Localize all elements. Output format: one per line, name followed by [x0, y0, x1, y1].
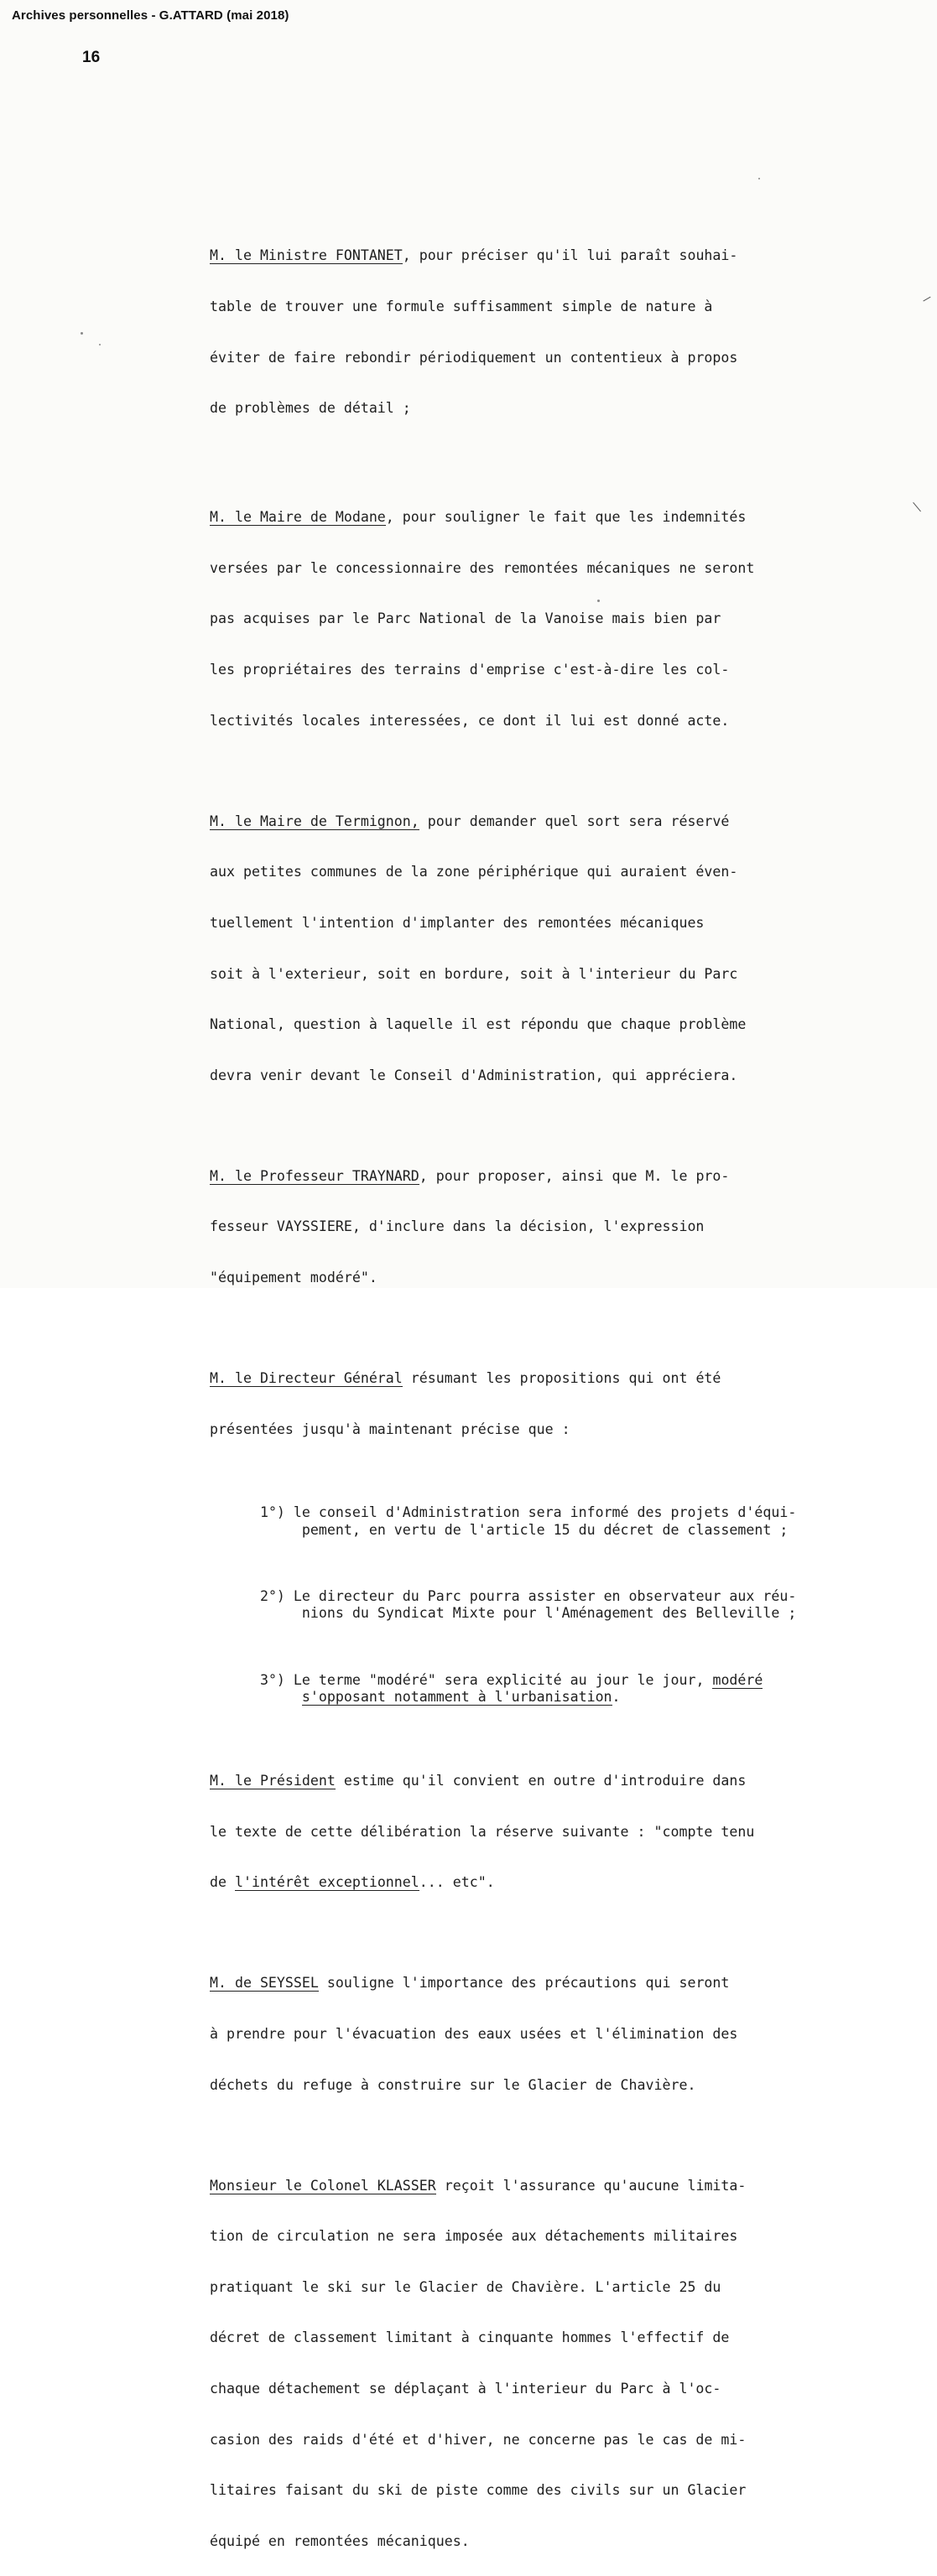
- text-line: table de trouver une formule suffisamment simple de nature à: [210, 299, 713, 315]
- text-line: aux petites communes de la zone périphérique qui auraient éven-: [210, 864, 738, 880]
- text-line: casion des raids d'été et d'hiver, ne concerne pas le cas de mi-: [210, 2431, 747, 2448]
- text-line: pement, en vertu de l'article 15 du décret de classement ;: [259, 1521, 789, 1538]
- text-line: pratiquant le ski sur le Glacier de Chavière. L'article 25 du: [210, 2278, 721, 2295]
- text-line: "équipement modéré".: [210, 1269, 377, 1285]
- paragraph-modane: [210, 475, 822, 763]
- text-line: litaires faisant du ski de piste comme des civils sur un Glacier: [210, 2482, 747, 2499]
- text-line: soit à l'exterieur, soit en bordure, soit à l'interieur du Parc: [210, 965, 738, 982]
- text-line: pour demander quel sort sera réservé: [419, 813, 730, 829]
- text-line: reçoit l'assurance qu'aucune limita-: [435, 2177, 747, 2194]
- numbered-item-1: [210, 1488, 822, 1555]
- text-line: , pour proposer, ainsi que M. le pro-: [419, 1167, 730, 1184]
- numbered-item-2: [210, 1571, 822, 1639]
- item-number: 2°): [259, 1588, 285, 1605]
- text-line: lectivités locales interessées, ce dont il lui est donné acte.: [210, 712, 730, 729]
- text-fragment: ... etc".: [419, 1874, 495, 1891]
- text-line: le conseil d'Administration sera informé des projets d'équi-: [284, 1504, 797, 1521]
- text-fragment: de: [210, 1874, 235, 1891]
- page-number: 16: [82, 49, 101, 66]
- speaker-name: Monsieur le Colonel KLASSER: [210, 2177, 436, 2194]
- item-number: 3°): [259, 1672, 285, 1689]
- text-line: National, question à laquelle il est répondu que chaque problème: [210, 1016, 747, 1033]
- text-line: , pour préciser qu'il lui paraît souhai-: [402, 247, 738, 264]
- underlined-term: modéré: [712, 1672, 763, 1689]
- paragraph-directeur: [210, 1337, 822, 1472]
- text-line: devra venir devant le Conseil d'Administration, qui appréciera.: [210, 1067, 738, 1083]
- text-line: le texte de cette délibération la réserve suivante : "compte tenu: [210, 1823, 755, 1840]
- text-line: chaque détachement se déplaçant à l'interieur du Parc à l'oc-: [210, 2380, 721, 2397]
- text-line: à prendre pour l'évacuation des eaux usées et l'élimination des: [210, 2025, 738, 2042]
- underlined-phrase: l'intérêt exceptionnel: [234, 1874, 419, 1891]
- scan-mark: [923, 297, 930, 302]
- paragraph-president: [210, 1739, 822, 1925]
- text-line: estime qu'il convient en outre d'introduire dans: [335, 1773, 747, 1789]
- scan-speck: [758, 178, 760, 179]
- archive-header: Archives personnelles - G.ATTARD (mai 2018): [12, 8, 289, 23]
- paragraph-fontanet: [210, 214, 822, 451]
- text-line: décret de classement limitant à cinquante hommes l'effectif de: [210, 2329, 730, 2346]
- indent: [260, 1689, 302, 1705]
- paragraph-seyssel: [210, 1941, 822, 2127]
- speaker-name: M. le Professeur TRAYNARD: [210, 1167, 419, 1184]
- speaker-name: M. le Maire de Termignon,: [210, 813, 419, 829]
- item-number: 1°): [259, 1504, 285, 1521]
- paragraph-traynard: [210, 1134, 822, 1320]
- text-line: , pour souligner le fait que les indemnités: [385, 509, 747, 526]
- underlined-phrase: s'opposant notamment à l'urbanisation: [301, 1689, 612, 1706]
- scan-speck: [99, 344, 101, 345]
- speaker-name: M. le Maire de Modane: [210, 509, 386, 526]
- text-line: pas acquises par le Parc National de la Vanoise mais bien par: [210, 610, 721, 627]
- speaker-name: M. le Ministre FONTANET: [210, 247, 403, 264]
- text-line: fesseur VAYSSIERE, d'inclure dans la décision, l'expression: [210, 1218, 705, 1235]
- paragraph-klasser: [210, 2143, 822, 2576]
- scan-mark: [913, 502, 921, 512]
- speaker-name: M. le Directeur Général: [210, 1370, 403, 1386]
- scan-speck: [81, 332, 83, 335]
- text-line: éviter de faire rebondir périodiquement un contentieux à propos: [210, 349, 738, 366]
- text-line: Le directeur du Parc pourra assister en observateur aux réu-: [284, 1588, 797, 1605]
- text-line: résumant les propositions qui ont été: [402, 1370, 721, 1386]
- text-line: les propriétaires des terrains d'emprise c'est-à-dire les col-: [210, 662, 730, 678]
- text-line: tuellement l'intention d'implanter des remontées mécaniques: [210, 914, 705, 931]
- text-line: Le terme "modéré" sera explicité au jour le jour,: [284, 1672, 713, 1689]
- scan-speck: [597, 600, 600, 602]
- text-line: souligne l'importance des précautions qui seront: [318, 1975, 730, 1992]
- text-line: tion de circulation ne sera imposée aux détachements militaires: [210, 2228, 738, 2245]
- speaker-name: M. de SEYSSEL: [210, 1975, 319, 1992]
- speaker-name: M. le Président: [210, 1773, 336, 1789]
- text-line: nions du Syndicat Mixte pour l'Aménagement des Belleville ;: [259, 1605, 797, 1622]
- text-fragment: .: [612, 1689, 621, 1706]
- text-line: versées par le concessionnaire des remontées mécaniques ne seront: [210, 559, 755, 576]
- text-line: présentées jusqu'à maintenant précise que :: [210, 1420, 570, 1437]
- document-body: [210, 214, 822, 2576]
- text-line: déchets du refuge à construire sur le Glacier de Chavière.: [210, 2076, 696, 2093]
- text-line: équipé en remontées mécaniques.: [210, 2532, 470, 2549]
- text-line: de problèmes de détail ;: [210, 400, 411, 417]
- numbered-item-3: [210, 1655, 822, 1723]
- paragraph-termignon: [210, 779, 822, 1118]
